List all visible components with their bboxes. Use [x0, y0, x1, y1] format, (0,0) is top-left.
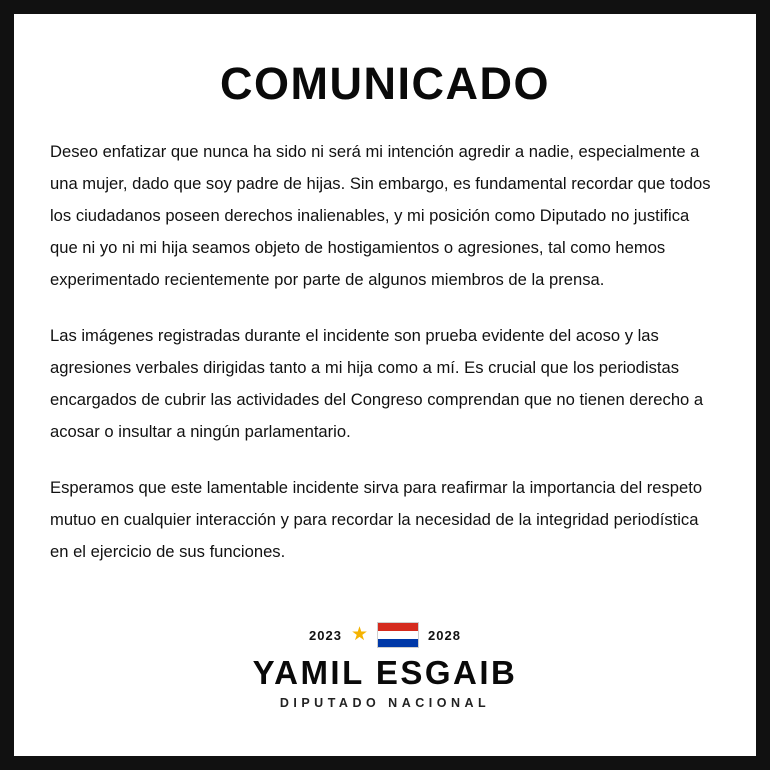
statement-body: [44, 136, 726, 622]
signature-block: [44, 622, 726, 736]
term-start-year: 2023: [309, 627, 342, 643]
flag-stripe-red: [378, 623, 418, 631]
term-end-year: 2028: [428, 627, 461, 643]
paragraph-1: Deseo enfatizar que nunca ha sido ni será mi intención agredir a nadie, especialmente a una mujer, dado que soy padre de hijas. Sin embargo, es fundamental recordar que todos los ciudadanos poseen derechos inalienables, y mi posición como Diputado no justifica que ni yo ni mi hija seamos objeto de hostigamientos o agresiones, tal como hemos experimentado recientemente por parte de algunos miembros de la prensa.: [50, 142, 711, 290]
star-icon: ★: [350, 623, 369, 645]
flag-stripe-white: [378, 631, 418, 639]
flag-stripe-blue: [378, 639, 418, 647]
signature-emblem-row: [44, 622, 726, 648]
page-title: COMUNICADO: [220, 58, 550, 109]
paragraph-2: Las imágenes registradas durante el incidente son prueba evidente del acoso y las agresiones verbales dirigidas tanto a mi hija como a mí. Es crucial que los periodistas encargados de cubrir las actividades del Congreso comprendan que no tienen derecho a acosar o insultar a ningún parlamentario.: [50, 326, 704, 442]
poster-inner-frame: [14, 14, 756, 756]
signatory-role: DIPUTADO NACIONAL: [279, 696, 491, 710]
paragraph-3: Esperamos que este lamentable incidente sirva para reafirmar la importancia del respeto mutuo en cualquier interacción y para recordar la necesidad de la integridad periodística en el ejercicio de sus funciones.: [50, 478, 703, 562]
signatory-name: YAMIL ESGAIB: [252, 654, 518, 691]
paraguay-flag-icon: [377, 622, 419, 648]
